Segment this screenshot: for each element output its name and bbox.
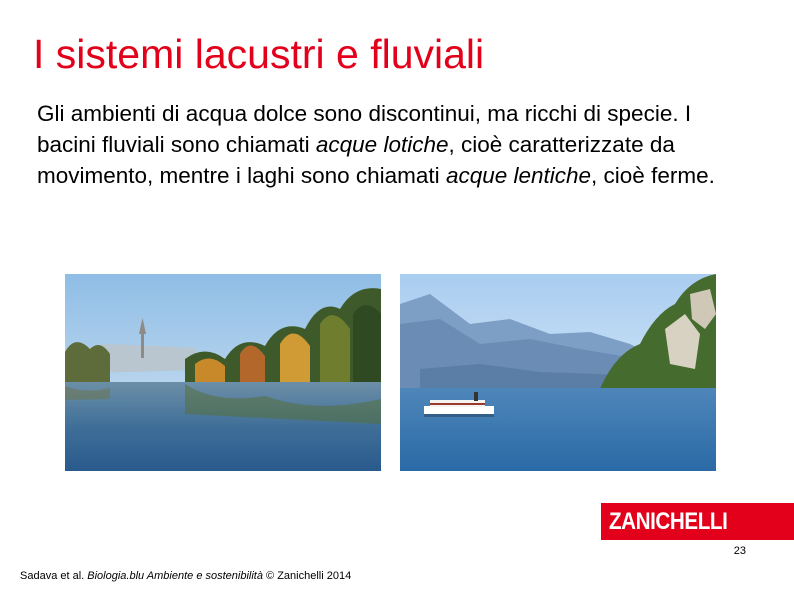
body-text-part: , cioè caratterizzate da movimento, mentre i laghi sono chiamati: [37, 132, 675, 188]
river-photo: [65, 274, 381, 471]
term-lentic-waters: acque lentiche: [445, 163, 592, 188]
term-lotic-waters: acque lotiche: [315, 132, 449, 157]
spire: [141, 332, 144, 358]
citation: [20, 570, 351, 582]
body-paragraph: [37, 98, 737, 191]
slide-title: I sistemi lacustri e fluviali: [33, 31, 485, 77]
publisher-logo: [601, 503, 794, 540]
page-number: 23: [733, 545, 746, 557]
citation-suffix: © Zanichelli 2014: [262, 570, 352, 582]
logo-text: ZANICHELLI: [609, 508, 728, 535]
body-text-part: Gli ambienti di acqua dolce sono discontinui, ma ricchi di specie. I bacini fluviali sono chiamati: [37, 101, 692, 157]
citation-prefix: Sadava et al.: [20, 570, 88, 582]
body-text-part: , cioè ferme.: [591, 163, 715, 188]
citation-book: Biologia.blu Ambiente e sostenibilità: [87, 570, 263, 582]
lake-photo: [400, 274, 716, 471]
